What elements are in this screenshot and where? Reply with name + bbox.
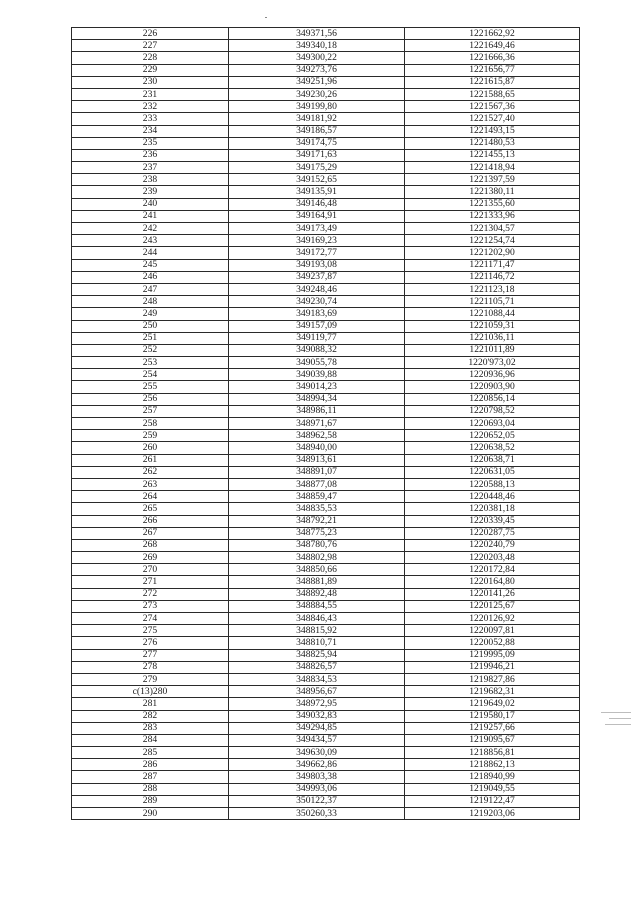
table-row [72, 783, 580, 795]
x-coordinate-cell: 349135,91 [229, 186, 405, 198]
table-row [72, 259, 580, 271]
point-number-cell: 279 [72, 673, 229, 685]
x-coordinate-cell: 348834,53 [229, 673, 405, 685]
point-number-cell: 274 [72, 613, 229, 625]
x-coordinate-cell: 348892,48 [229, 588, 405, 600]
x-coordinate-cell: 349248,46 [229, 283, 405, 295]
table-row [72, 88, 580, 100]
table-row [72, 76, 580, 88]
x-coordinate-cell: 349171,63 [229, 149, 405, 161]
table-row [72, 661, 580, 673]
point-number-cell: 276 [72, 637, 229, 649]
x-coordinate-cell: 348775,23 [229, 527, 405, 539]
y-coordinate-cell: 1219580,17 [405, 710, 580, 722]
y-coordinate-cell: 1221146,72 [405, 271, 580, 283]
point-number-cell: 286 [72, 759, 229, 771]
x-coordinate-cell: 349230,74 [229, 296, 405, 308]
x-coordinate-cell: 348846,43 [229, 613, 405, 625]
table-row [72, 527, 580, 539]
table-row [72, 149, 580, 161]
table-row [72, 649, 580, 661]
x-coordinate-cell: 348780,76 [229, 539, 405, 551]
y-coordinate-cell: 1221588,65 [405, 88, 580, 100]
y-coordinate-cell: 1221666,36 [405, 52, 580, 64]
point-number-cell: 273 [72, 600, 229, 612]
x-coordinate-cell: 348792,21 [229, 515, 405, 527]
table-row [72, 101, 580, 113]
y-coordinate-cell: 1220638,71 [405, 454, 580, 466]
y-coordinate-cell: 1219049,55 [405, 783, 580, 795]
table-row [72, 625, 580, 637]
table-row [72, 771, 580, 783]
y-coordinate-cell: 1220381,18 [405, 503, 580, 515]
table-row [72, 283, 580, 295]
table-row [72, 430, 580, 442]
table-row [72, 442, 580, 454]
x-coordinate-cell: 349803,38 [229, 771, 405, 783]
x-coordinate-cell: 349169,23 [229, 235, 405, 247]
table-row [72, 296, 580, 308]
y-coordinate-cell: 1219995,09 [405, 649, 580, 661]
point-number-cell: 256 [72, 393, 229, 405]
y-coordinate-cell: 1220052,88 [405, 637, 580, 649]
y-coordinate-cell: 1221011,89 [405, 344, 580, 356]
point-number-cell: 245 [72, 259, 229, 271]
point-number-cell: 253 [72, 357, 229, 369]
y-coordinate-cell: 1219257,66 [405, 722, 580, 734]
point-number-cell: 290 [72, 808, 229, 820]
point-number-cell: 252 [72, 344, 229, 356]
x-coordinate-cell: 349181,92 [229, 113, 405, 125]
x-coordinate-cell: 350122,37 [229, 795, 405, 807]
point-number-cell: 236 [72, 149, 229, 161]
y-coordinate-cell: 1221567,36 [405, 101, 580, 113]
y-coordinate-cell: 1221355,60 [405, 198, 580, 210]
y-coordinate-cell: 1221105,71 [405, 296, 580, 308]
point-number-cell: 234 [72, 125, 229, 137]
point-number-cell: 289 [72, 795, 229, 807]
point-number-cell: 288 [72, 783, 229, 795]
y-coordinate-cell: 1221059,31 [405, 320, 580, 332]
y-coordinate-cell: 1218862,13 [405, 759, 580, 771]
table-row [72, 40, 580, 52]
y-coordinate-cell: 1221304,57 [405, 223, 580, 235]
point-number-cell: 243 [72, 235, 229, 247]
x-coordinate-cell: 348850,66 [229, 564, 405, 576]
y-coordinate-cell: 1218940,99 [405, 771, 580, 783]
y-coordinate-cell: 1221615,87 [405, 76, 580, 88]
y-coordinate-cell: 1219203,06 [405, 808, 580, 820]
point-number-cell: 235 [72, 137, 229, 149]
y-coordinate-cell: 1220903,90 [405, 381, 580, 393]
point-number-cell: 263 [72, 478, 229, 490]
point-number-cell: 255 [72, 381, 229, 393]
x-coordinate-cell: 348940,00 [229, 442, 405, 454]
x-coordinate-cell: 348825,94 [229, 649, 405, 661]
point-number-cell: 248 [72, 296, 229, 308]
table-row [72, 613, 580, 625]
table-row [72, 28, 580, 40]
x-coordinate-cell: 349237,87 [229, 271, 405, 283]
table-row [72, 137, 580, 149]
scan-artifact-line [609, 718, 631, 719]
table-row [72, 332, 580, 344]
point-number-cell: 284 [72, 734, 229, 746]
table-row [72, 734, 580, 746]
point-number-cell: 258 [72, 418, 229, 430]
coordinates-table-body [72, 28, 580, 820]
table-row [72, 320, 580, 332]
y-coordinate-cell: 1220856,14 [405, 393, 580, 405]
point-number-cell: 247 [72, 283, 229, 295]
y-coordinate-cell: 1220126,92 [405, 613, 580, 625]
point-number-cell: 277 [72, 649, 229, 661]
y-coordinate-cell: 1220'973,02 [405, 357, 580, 369]
x-coordinate-cell: 349152,65 [229, 174, 405, 186]
point-number-cell: 275 [72, 625, 229, 637]
y-coordinate-cell: 1220339,45 [405, 515, 580, 527]
table-row [72, 795, 580, 807]
x-coordinate-cell: 349300,22 [229, 52, 405, 64]
point-number-cell: 230 [72, 76, 229, 88]
x-coordinate-cell: 349164,91 [229, 210, 405, 222]
x-coordinate-cell: 349119,77 [229, 332, 405, 344]
x-coordinate-cell: 348884,55 [229, 600, 405, 612]
point-number-cell: 287 [72, 771, 229, 783]
table-row [72, 113, 580, 125]
y-coordinate-cell: 1221333,96 [405, 210, 580, 222]
point-number-cell: 272 [72, 588, 229, 600]
point-number-cell: 260 [72, 442, 229, 454]
scan-artifact-line [601, 712, 631, 713]
point-number-cell: 244 [72, 247, 229, 259]
y-coordinate-cell: 1220172,84 [405, 564, 580, 576]
table-row [72, 162, 580, 174]
x-coordinate-cell: 348972,95 [229, 698, 405, 710]
table-row [72, 710, 580, 722]
y-coordinate-cell: 1221254,74 [405, 235, 580, 247]
x-coordinate-cell: 349662,86 [229, 759, 405, 771]
point-number-cell: 228 [72, 52, 229, 64]
x-coordinate-cell: 349032,83 [229, 710, 405, 722]
point-number-cell: 261 [72, 454, 229, 466]
table-row [72, 235, 580, 247]
y-coordinate-cell: 1220798,52 [405, 405, 580, 417]
x-coordinate-cell: 349173,49 [229, 223, 405, 235]
table-row [72, 747, 580, 759]
x-coordinate-cell: 348913,61 [229, 454, 405, 466]
x-coordinate-cell: 349371,56 [229, 28, 405, 40]
table-row [72, 503, 580, 515]
point-number-cell: 283 [72, 722, 229, 734]
table-row [72, 466, 580, 478]
x-coordinate-cell: 348986,11 [229, 405, 405, 417]
y-coordinate-cell: 1221171,47 [405, 259, 580, 271]
table-row [72, 344, 580, 356]
table-row [72, 491, 580, 503]
point-number-cell: 231 [72, 88, 229, 100]
y-coordinate-cell: 1220164,80 [405, 576, 580, 588]
table-row [72, 308, 580, 320]
table-row [72, 588, 580, 600]
coordinates-table [71, 27, 580, 820]
y-coordinate-cell: 1218856,81 [405, 747, 580, 759]
x-coordinate-cell: 349993,06 [229, 783, 405, 795]
point-number-cell: 249 [72, 308, 229, 320]
point-number-cell: 259 [72, 430, 229, 442]
y-coordinate-cell: 1221527,40 [405, 113, 580, 125]
point-number-cell: 278 [72, 661, 229, 673]
y-coordinate-cell: 1220203,48 [405, 552, 580, 564]
table-row [72, 722, 580, 734]
y-coordinate-cell: 1221418,94 [405, 162, 580, 174]
x-coordinate-cell: 348956,67 [229, 686, 405, 698]
table-row [72, 478, 580, 490]
y-coordinate-cell: 1219122,47 [405, 795, 580, 807]
point-number-cell: 257 [72, 405, 229, 417]
table-row [72, 454, 580, 466]
y-coordinate-cell: 1220125,67 [405, 600, 580, 612]
x-coordinate-cell: 349157,09 [229, 320, 405, 332]
y-coordinate-cell: 1221493,15 [405, 125, 580, 137]
point-number-cell: 229 [72, 64, 229, 76]
table-row [72, 808, 580, 820]
point-number-cell: 269 [72, 552, 229, 564]
table-row [72, 673, 580, 685]
point-number-cell: 266 [72, 515, 229, 527]
y-coordinate-cell: 1220936,96 [405, 369, 580, 381]
x-coordinate-cell: 349088,32 [229, 344, 405, 356]
x-coordinate-cell: 348891,07 [229, 466, 405, 478]
x-coordinate-cell: 349294,85 [229, 722, 405, 734]
point-number-cell: с(13)280 [72, 686, 229, 698]
table-row [72, 759, 580, 771]
table-row [72, 198, 580, 210]
x-coordinate-cell: 349146,48 [229, 198, 405, 210]
y-coordinate-cell: 1220652,05 [405, 430, 580, 442]
y-coordinate-cell: 1220287,75 [405, 527, 580, 539]
table-row [72, 698, 580, 710]
point-number-cell: 242 [72, 223, 229, 235]
table-row [72, 271, 580, 283]
table-row [72, 393, 580, 405]
point-number-cell: 282 [72, 710, 229, 722]
y-coordinate-cell: 1220097,81 [405, 625, 580, 637]
point-number-cell: 226 [72, 28, 229, 40]
y-coordinate-cell: 1220448,46 [405, 491, 580, 503]
x-coordinate-cell: 348835,53 [229, 503, 405, 515]
table-row [72, 186, 580, 198]
point-number-cell: 264 [72, 491, 229, 503]
x-coordinate-cell: 349172,77 [229, 247, 405, 259]
table-row [72, 600, 580, 612]
point-number-cell: 250 [72, 320, 229, 332]
y-coordinate-cell: 1221123,18 [405, 283, 580, 295]
y-coordinate-cell: 1221656,77 [405, 64, 580, 76]
point-number-cell: 239 [72, 186, 229, 198]
x-coordinate-cell: 349273,76 [229, 64, 405, 76]
point-number-cell: 238 [72, 174, 229, 186]
point-number-cell: 246 [72, 271, 229, 283]
y-coordinate-cell: 1221480,53 [405, 137, 580, 149]
y-coordinate-cell: 1221088,44 [405, 308, 580, 320]
point-number-cell: 268 [72, 539, 229, 551]
x-coordinate-cell: 348810,71 [229, 637, 405, 649]
table-row [72, 564, 580, 576]
y-coordinate-cell: 1220638,52 [405, 442, 580, 454]
y-coordinate-cell: 1219682,31 [405, 686, 580, 698]
table-row [72, 64, 580, 76]
point-number-cell: 254 [72, 369, 229, 381]
x-coordinate-cell: 348826,57 [229, 661, 405, 673]
y-coordinate-cell: 1221662,92 [405, 28, 580, 40]
y-coordinate-cell: 1221202,90 [405, 247, 580, 259]
point-number-cell: 240 [72, 198, 229, 210]
table-row [72, 539, 580, 551]
x-coordinate-cell: 349340,18 [229, 40, 405, 52]
point-number-cell: 227 [72, 40, 229, 52]
y-coordinate-cell: 1221036,11 [405, 332, 580, 344]
point-number-cell: 270 [72, 564, 229, 576]
x-coordinate-cell: 349174,75 [229, 137, 405, 149]
table-row [72, 52, 580, 64]
table-row [72, 515, 580, 527]
point-number-cell: 241 [72, 210, 229, 222]
y-coordinate-cell: 1219649,02 [405, 698, 580, 710]
table-row [72, 357, 580, 369]
table-row [72, 418, 580, 430]
scan-artifact-dot [265, 17, 267, 18]
x-coordinate-cell: 348859,47 [229, 491, 405, 503]
point-number-cell: 285 [72, 747, 229, 759]
x-coordinate-cell: 349193,08 [229, 259, 405, 271]
table-row [72, 210, 580, 222]
y-coordinate-cell: 1220141,26 [405, 588, 580, 600]
y-coordinate-cell: 1221455,13 [405, 149, 580, 161]
point-number-cell: 262 [72, 466, 229, 478]
y-coordinate-cell: 1219095,67 [405, 734, 580, 746]
x-coordinate-cell: 348962,58 [229, 430, 405, 442]
point-number-cell: 237 [72, 162, 229, 174]
x-coordinate-cell: 350260,33 [229, 808, 405, 820]
x-coordinate-cell: 348881,89 [229, 576, 405, 588]
y-coordinate-cell: 1220588,13 [405, 478, 580, 490]
table-row [72, 247, 580, 259]
y-coordinate-cell: 1221380,11 [405, 186, 580, 198]
x-coordinate-cell: 348815,92 [229, 625, 405, 637]
x-coordinate-cell: 349014,23 [229, 381, 405, 393]
y-coordinate-cell: 1220240,79 [405, 539, 580, 551]
point-number-cell: 251 [72, 332, 229, 344]
point-number-cell: 265 [72, 503, 229, 515]
x-coordinate-cell: 349175,29 [229, 162, 405, 174]
x-coordinate-cell: 349230,26 [229, 88, 405, 100]
point-number-cell: 232 [72, 101, 229, 113]
point-number-cell: 271 [72, 576, 229, 588]
x-coordinate-cell: 349630,09 [229, 747, 405, 759]
x-coordinate-cell: 349434,57 [229, 734, 405, 746]
y-coordinate-cell: 1220631,05 [405, 466, 580, 478]
x-coordinate-cell: 349055,78 [229, 357, 405, 369]
table-row [72, 381, 580, 393]
table-row [72, 174, 580, 186]
x-coordinate-cell: 348802,98 [229, 552, 405, 564]
x-coordinate-cell: 349251,96 [229, 76, 405, 88]
table-row [72, 405, 580, 417]
table-row [72, 552, 580, 564]
x-coordinate-cell: 349199,80 [229, 101, 405, 113]
x-coordinate-cell: 348971,67 [229, 418, 405, 430]
y-coordinate-cell: 1220693,04 [405, 418, 580, 430]
table-row [72, 369, 580, 381]
x-coordinate-cell: 349183,69 [229, 308, 405, 320]
table-row [72, 223, 580, 235]
x-coordinate-cell: 348994,34 [229, 393, 405, 405]
scan-artifact-line [605, 724, 631, 725]
x-coordinate-cell: 348877,08 [229, 478, 405, 490]
x-coordinate-cell: 349039,88 [229, 369, 405, 381]
table-row [72, 637, 580, 649]
x-coordinate-cell: 349186,57 [229, 125, 405, 137]
table-row [72, 125, 580, 137]
y-coordinate-cell: 1219827,86 [405, 673, 580, 685]
y-coordinate-cell: 1221649,46 [405, 40, 580, 52]
point-number-cell: 281 [72, 698, 229, 710]
table-row [72, 686, 580, 698]
y-coordinate-cell: 1221397,59 [405, 174, 580, 186]
point-number-cell: 267 [72, 527, 229, 539]
point-number-cell: 233 [72, 113, 229, 125]
table-row [72, 576, 580, 588]
y-coordinate-cell: 1219946,21 [405, 661, 580, 673]
